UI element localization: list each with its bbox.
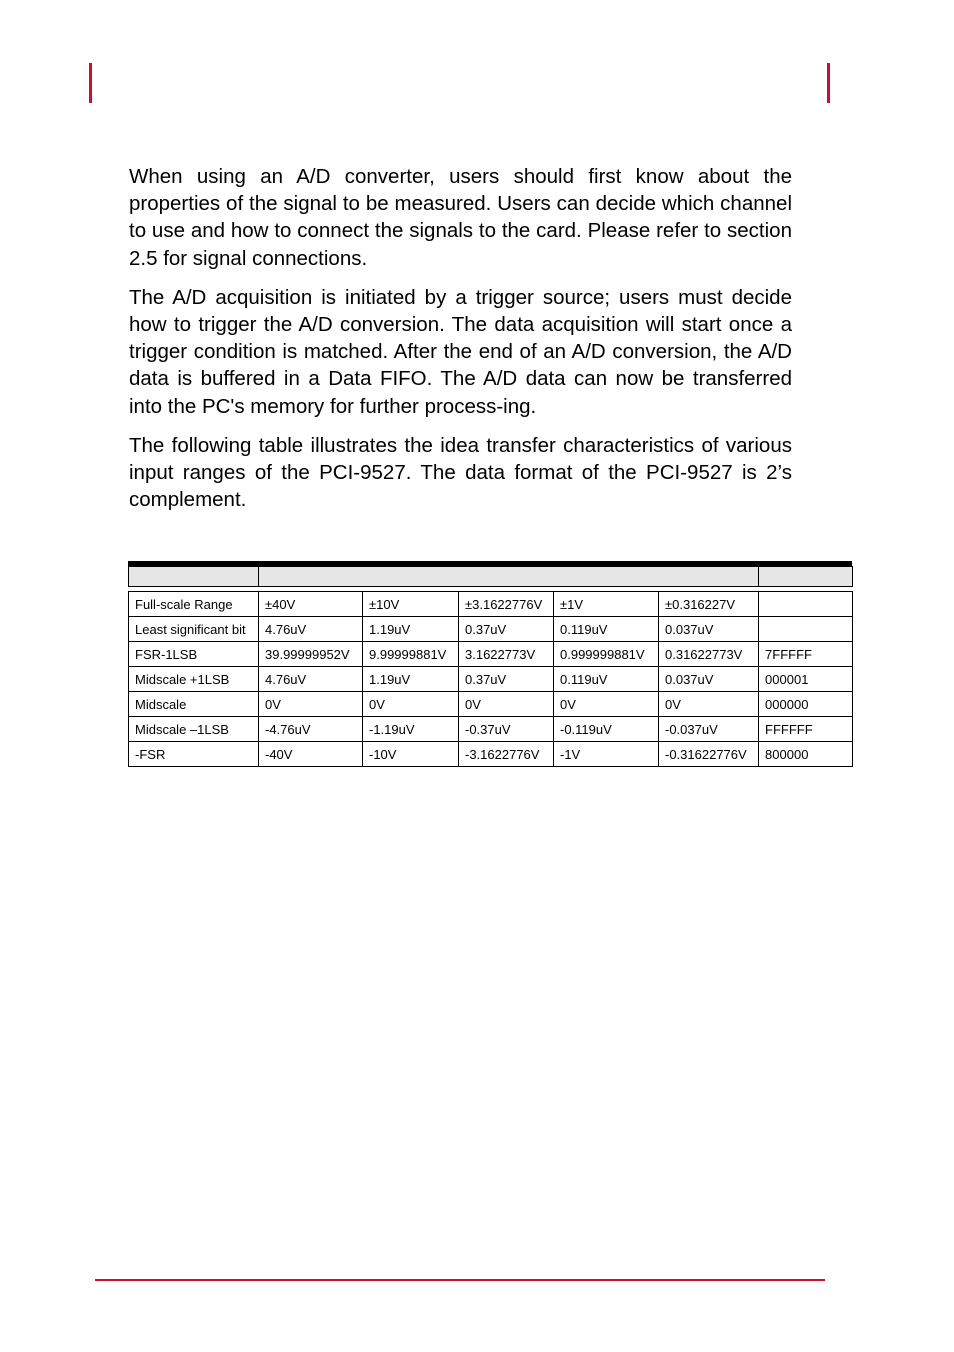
table-cell: -0.119uV: [554, 717, 659, 742]
header-cell: [129, 567, 259, 587]
table-cell: 800000: [759, 742, 853, 767]
table-cell: 4.76uV: [259, 617, 363, 642]
table-cell: -4.76uV: [259, 717, 363, 742]
header-cell: [759, 567, 853, 587]
table-cell: 7FFFFF: [759, 642, 853, 667]
table-cell: 4.76uV: [259, 667, 363, 692]
table-cell: Midscale –1LSB: [129, 717, 259, 742]
header-mark-left: [89, 63, 92, 103]
table-cell: 0.037uV: [659, 667, 759, 692]
table-cell: Midscale +1LSB: [129, 667, 259, 692]
table-cell: ±1V: [554, 592, 659, 617]
table-cell: Midscale: [129, 692, 259, 717]
table-cell: FSR-1LSB: [129, 642, 259, 667]
table-cell: -1.19uV: [363, 717, 459, 742]
table-cell: Full-scale Range: [129, 592, 259, 617]
table-cell: 0.37uV: [459, 667, 554, 692]
table-cell: 0V: [363, 692, 459, 717]
table-cell: [759, 592, 853, 617]
paragraph-1: When using an A/D converter, users should first know about the properties of the signal to be measured. Users can decide which channel to use and how to connect the signals to the card. Please refer to section 2.5 for signal connections.: [129, 165, 792, 270]
table-cell: 0.037uV: [659, 617, 759, 642]
table-cell: 0.999999881V: [554, 642, 659, 667]
header-mark-right: [827, 63, 830, 103]
table-cell: ±10V: [363, 592, 459, 617]
table-row: [129, 717, 853, 742]
table-cell: 39.99999952V: [259, 642, 363, 667]
table-cell: -FSR: [129, 742, 259, 767]
table-row: [129, 742, 853, 767]
header-cell: [259, 567, 759, 587]
table-cell: 0.31622773V: [659, 642, 759, 667]
table-cell: ±40V: [259, 592, 363, 617]
table-cell: 9.99999881V: [363, 642, 459, 667]
table-row: [129, 617, 853, 642]
table-cell: 000000: [759, 692, 853, 717]
paragraph-3: The following table illustrates the idea transfer characteristics of various input ranges of the PCI-9527. The data format of the PCI-9527 is 2’s complement.: [129, 433, 792, 512]
table-cell: ±0.316227V: [659, 592, 759, 617]
footer-rule: [95, 1279, 825, 1281]
table-row: [129, 642, 853, 667]
table: [128, 566, 853, 767]
table-cell: 3.1622773V: [459, 642, 554, 667]
table-cell: 1.19uV: [363, 667, 459, 692]
table-cell: 0V: [259, 692, 363, 717]
table-cell: -40V: [259, 742, 363, 767]
table-header-row: [129, 567, 853, 587]
table-cell: -0.37uV: [459, 717, 554, 742]
table-cell: -1V: [554, 742, 659, 767]
transfer-characteristics-table: [128, 561, 852, 767]
table-cell: 0.37uV: [459, 617, 554, 642]
body-text: [129, 163, 792, 525]
table-row: [129, 692, 853, 717]
table-cell: [759, 617, 853, 642]
table-cell: Least significant bit: [129, 617, 259, 642]
table-cell: 0.119uV: [554, 617, 659, 642]
table-cell: 0V: [459, 692, 554, 717]
table-cell: -10V: [363, 742, 459, 767]
table-row: [129, 592, 853, 617]
table-cell: -0.037uV: [659, 717, 759, 742]
table-cell: FFFFFF: [759, 717, 853, 742]
table-cell: -0.31622776V: [659, 742, 759, 767]
table-cell: 000001: [759, 667, 853, 692]
table-cell: 0.119uV: [554, 667, 659, 692]
table-row: [129, 667, 853, 692]
table-cell: 1.19uV: [363, 617, 459, 642]
paragraph-2: The A/D acquisition is initiated by a trigger source; users must decide how to trigger the A/D conversion. The data acquisition will start once a trigger condition is matched. After the end of an A/D conversion, the A/D data is buffered in a Data FIFO. The A/D data can now be transferred into the PC's memory for further process-ing.: [129, 285, 792, 418]
table-cell: 0V: [659, 692, 759, 717]
table-cell: 0V: [554, 692, 659, 717]
table-cell: -3.1622776V: [459, 742, 554, 767]
table-cell: ±3.1622776V: [459, 592, 554, 617]
